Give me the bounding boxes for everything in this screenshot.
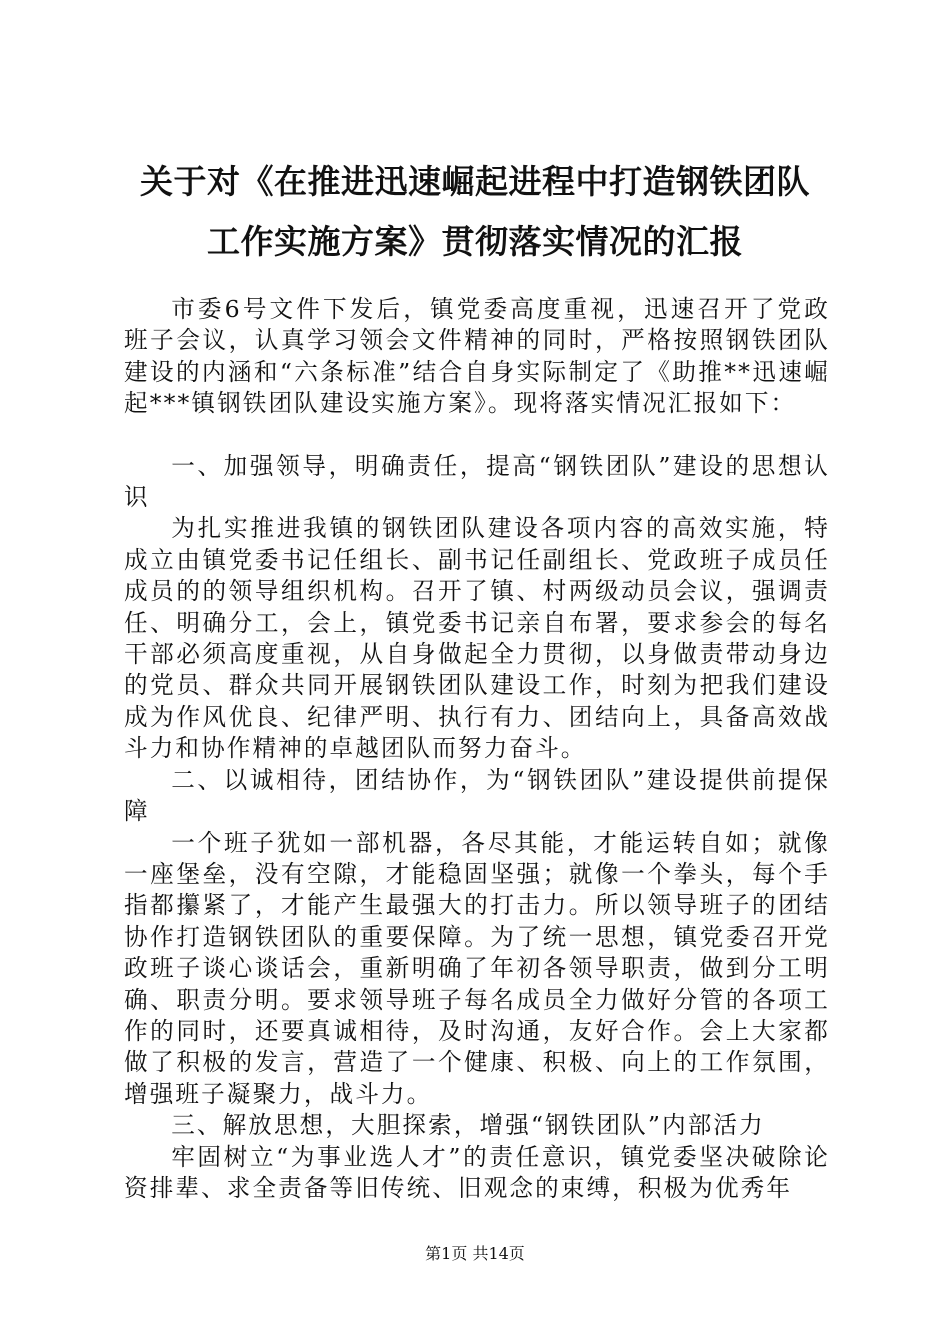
section-paragraph-1: 为扎实推进我镇的钢铁团队建设各项内容的高效实施，特成立由镇党委书记任组长、副书记任副组长、党政班子成员任成员的的领导组织机构。召开了镇、村两级动员会议，强调责任、明确分工，会上，镇党委书记亲自布署，要求参会的每名干部必须高度重视，从自身做起全力贯彻，以身做责带动身边的党员、群众共同开展钢铁团队建设工作，时刻为把我们建设成为作风优良、纪律严明、执行有力、团结向上，具备高效战斗力和协作精神的卓越团队而努力奋斗。: [124, 514, 830, 763]
section-heading-2: 二、以诚相待，团结协作，为“钢铁团队”建设提供前提保障: [124, 765, 830, 826]
intro-paragraph: 市委6号文件下发后，镇党委高度重视，迅速召开了党政班子会议，认真学习领会文件精神的同时，严格按照钢铁团队建设的内涵和“六条标准”结合自身实际制定了《助推**迅速崛起***镇钢铁团队建设实施方案》。现将落实情况汇报如下：: [124, 295, 830, 418]
document-body: [124, 294, 830, 1204]
section-paragraph-3: 牢固树立“为事业选人才”的责任意识，镇党委坚决破除论资排辈、求全责备等旧传统、旧观念的束缚，积极为优秀年: [124, 1142, 830, 1202]
section-paragraph-2: 一个班子犹如一部机器，各尽其能，才能运转自如；就像一座堡垒，没有空隙，才能稳固坚强；就像一个拳头，每个手指都攥紧了，才能产生最强大的打击力。所以领导班子的团结协作打造钢铁团队的重要保障。为了统一思想，镇党委召开党政班子谈心谈话会，重新明确了年初各领导职责，做到分工明确、职责分明。要求领导班子每名成员全力做好分管的各项工作的同时，还要真诚相待，及时沟通，友好合作。会上大家都做了积极的发言，营造了一个健康、积极、向上的工作氛围，增强班子凝聚力，战斗力。: [124, 828, 830, 1108]
document-title-line-2: 工作实施方案》贯彻落实情况的汇报: [207, 222, 743, 261]
section-heading-1: 一、加强领导，明确责任，提高“钢铁团队”建设的思想认识: [124, 451, 830, 512]
paragraph-spacer: [124, 420, 830, 451]
page-number-footer: 第1页 共14页: [425, 1244, 525, 1263]
document-title-line-1: 关于对《在推进迅速崛起进程中打造钢铁团队: [140, 162, 810, 201]
section-heading-3: 三、解放思想，大胆探索，增强“钢铁团队”内部活力: [171, 1111, 765, 1140]
